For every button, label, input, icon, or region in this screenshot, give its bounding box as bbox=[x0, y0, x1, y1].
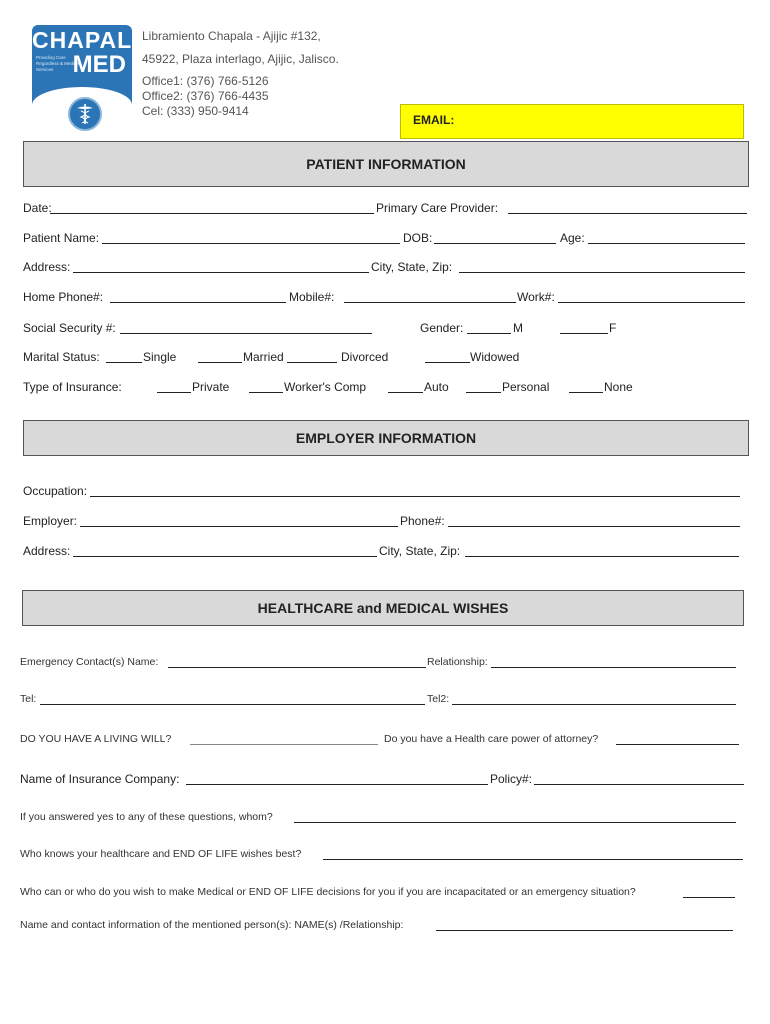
divorced-input[interactable] bbox=[287, 362, 337, 363]
patient-address-label: Address: bbox=[23, 260, 71, 274]
contact-info-label: Name and contact information of the mentioned person(s): NAME(s) /Relationship: bbox=[20, 919, 404, 931]
who-knows-label: Who knows your healthcare and END OF LIFE wishes best? bbox=[20, 848, 302, 860]
pcp-label: Primary Care Provider: bbox=[376, 201, 499, 215]
personal-input[interactable] bbox=[466, 392, 501, 393]
caduceus-icon bbox=[68, 97, 102, 131]
section-healthcare-wishes bbox=[22, 590, 744, 626]
emergency-contact-input[interactable] bbox=[168, 667, 426, 668]
patient-city-label: City, State, Zip: bbox=[371, 260, 453, 274]
widowed-label: Widowed bbox=[470, 350, 520, 364]
cel-phone: Cel: (333) 950-9414 bbox=[142, 104, 249, 118]
email-field[interactable] bbox=[400, 104, 744, 139]
section-patient-information bbox=[23, 141, 749, 187]
office1-phone: Office1: (376) 766-5126 bbox=[142, 74, 269, 88]
patient-name-label: Patient Name: bbox=[23, 231, 100, 245]
gender-f-label: F bbox=[609, 321, 617, 335]
logo-word-chapala: CHAPALA bbox=[32, 27, 150, 53]
single-input[interactable] bbox=[106, 362, 142, 363]
section-patient-title: PATIENT INFORMATION bbox=[306, 156, 466, 172]
tel2-label: Tel2: bbox=[427, 693, 450, 705]
logo-tagline: Providing Care Regardless & Medical Services bbox=[36, 55, 80, 72]
employer-city-label: City, State, Zip: bbox=[379, 544, 461, 558]
tel-input[interactable] bbox=[40, 704, 425, 705]
occupation-label: Occupation: bbox=[23, 484, 88, 498]
gender-label: Gender: bbox=[420, 321, 464, 335]
tel-label: Tel: bbox=[20, 693, 37, 705]
date-label: Date: bbox=[23, 201, 52, 215]
mobile-label: Mobile#: bbox=[289, 290, 335, 304]
tel2-input[interactable] bbox=[452, 704, 736, 705]
gender-f-input[interactable] bbox=[560, 333, 608, 334]
policy-label: Policy#: bbox=[490, 772, 533, 786]
dob-label: DOB: bbox=[403, 231, 433, 245]
address-line-2: 45922, Plaza interlago, Ajijic, Jalisco. bbox=[142, 52, 339, 66]
employer-phone-input[interactable] bbox=[448, 526, 740, 527]
living-will-label: DO YOU HAVE A LIVING WILL? bbox=[20, 733, 172, 745]
insurance-company-label: Name of Insurance Company: bbox=[20, 772, 180, 786]
employer-city-input[interactable] bbox=[465, 556, 739, 557]
marital-status-label: Marital Status: bbox=[23, 350, 100, 364]
home-phone-input[interactable] bbox=[110, 302, 286, 303]
logo-word-med: MED bbox=[72, 51, 126, 78]
policy-input[interactable] bbox=[534, 784, 744, 785]
ssn-input[interactable] bbox=[120, 333, 372, 334]
address-line-1: Libramiento Chapala - Ajijic #132, bbox=[142, 29, 321, 43]
none-label: None bbox=[604, 380, 633, 394]
gender-m-label: M bbox=[513, 321, 523, 335]
single-label: Single bbox=[143, 350, 177, 364]
office2-phone: Office2: (376) 766-4435 bbox=[142, 89, 269, 103]
date-input[interactable] bbox=[50, 213, 374, 214]
gender-m-input[interactable] bbox=[467, 333, 511, 334]
relationship-input[interactable] bbox=[491, 667, 736, 668]
who-knows-input[interactable] bbox=[323, 859, 743, 860]
who-decides-input[interactable] bbox=[683, 897, 735, 898]
insurance-company-input[interactable] bbox=[186, 784, 488, 785]
who-decides-label: Who can or who do you wish to make Medical or END OF LIFE decisions for you if you are incapacitated or an emergency situation? bbox=[20, 886, 636, 898]
personal-label: Personal bbox=[502, 380, 550, 394]
relationship-label: Relationship: bbox=[427, 656, 488, 668]
workers-comp-label: Worker's Comp bbox=[284, 380, 367, 394]
employer-label: Employer: bbox=[23, 514, 78, 528]
employer-address-label: Address: bbox=[23, 544, 71, 558]
age-input[interactable] bbox=[588, 243, 745, 244]
auto-label: Auto bbox=[424, 380, 449, 394]
dob-input[interactable] bbox=[434, 243, 556, 244]
section-employer-title: EMPLOYER INFORMATION bbox=[295, 430, 477, 446]
employer-phone-label: Phone#: bbox=[400, 514, 445, 528]
private-input[interactable] bbox=[157, 392, 191, 393]
emergency-contact-label: Emergency Contact(s) Name: bbox=[20, 656, 159, 668]
age-label: Age: bbox=[560, 231, 585, 245]
private-label: Private bbox=[192, 380, 230, 394]
none-input[interactable] bbox=[569, 392, 603, 393]
auto-input[interactable] bbox=[388, 392, 423, 393]
insurance-type-label: Type of Insurance: bbox=[23, 380, 122, 394]
employer-input[interactable] bbox=[80, 526, 398, 527]
married-input[interactable] bbox=[198, 362, 242, 363]
married-label: Married bbox=[243, 350, 284, 364]
patient-address-input[interactable] bbox=[73, 272, 369, 273]
section-employer-information bbox=[23, 420, 749, 456]
widowed-input[interactable] bbox=[425, 362, 470, 363]
occupation-input[interactable] bbox=[90, 496, 740, 497]
work-label: Work#: bbox=[517, 290, 555, 304]
email-label: EMAIL: bbox=[413, 113, 455, 127]
poa-input[interactable] bbox=[616, 744, 739, 745]
divorced-label: Divorced bbox=[341, 350, 389, 364]
work-input[interactable] bbox=[558, 302, 745, 303]
chapala-med-logo bbox=[32, 25, 150, 135]
mobile-input[interactable] bbox=[344, 302, 516, 303]
section-healthcare-title: HEALTHCARE and MEDICAL WISHES bbox=[257, 600, 509, 616]
poa-label: Do you have a Health care power of attorney? bbox=[384, 733, 599, 745]
workers-comp-input[interactable] bbox=[249, 392, 283, 393]
contact-info-input[interactable] bbox=[436, 930, 733, 931]
if-yes-whom-input[interactable] bbox=[294, 822, 736, 823]
home-phone-label: Home Phone#: bbox=[23, 290, 104, 304]
patient-name-input[interactable] bbox=[102, 243, 400, 244]
employer-address-input[interactable] bbox=[73, 556, 377, 557]
pcp-input[interactable] bbox=[508, 213, 747, 214]
patient-city-input[interactable] bbox=[459, 272, 745, 273]
ssn-label: Social Security #: bbox=[23, 321, 116, 335]
living-will-input[interactable] bbox=[190, 744, 378, 745]
if-yes-whom-label: If you answered yes to any of these questions, whom? bbox=[20, 811, 273, 823]
